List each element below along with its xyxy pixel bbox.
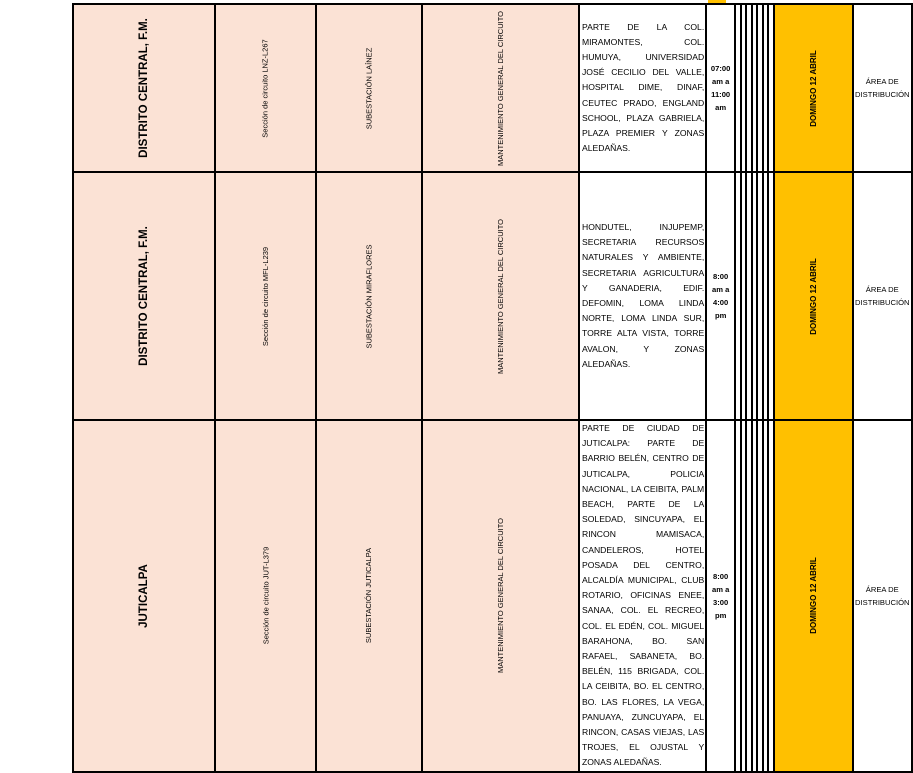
circuit-cell <box>215 172 316 420</box>
substation-cell <box>316 4 422 172</box>
region-cell <box>73 4 215 172</box>
circuit-cell <box>215 4 316 172</box>
region-cell <box>73 420 215 772</box>
work-label: MANTENIMIENTO GENERAL DEL CIRCUITO <box>495 518 505 674</box>
table-row <box>73 420 912 772</box>
reason-cell: ÁREA DE DISTRIBUCIÓN <box>853 4 913 172</box>
work-label: MANTENIMIENTO GENERAL DEL CIRCUITO <box>495 10 505 166</box>
affected-areas-cell: PARTE DE LA COL. MIRAMONTES, COL. HUMUYA, UNIVERSIDAD JOSÉ CECILIO DEL VALLE, HOSPITAL DIME, DINAF, CEUTEC PRADO, ENGLAND SCHOOL, PLAZA GABRIELA, PLAZA PREMIER Y ZONAS ALEDAÑAS. <box>579 4 706 172</box>
day-cell <box>774 4 853 172</box>
hours-cell: 07:00 am a 11:00 am <box>706 4 735 172</box>
reason-cell: ÁREA DE DISTRIBUCIÓN <box>853 420 913 772</box>
table-row <box>73 4 912 172</box>
circuit-label: Sección de circuito LNZ-L267 <box>260 38 270 138</box>
hours-cell: 8:00 am a 4:00 pm <box>706 172 735 420</box>
work-cell <box>422 4 579 172</box>
circuit-label: Sección de circuito MFL-L239 <box>260 246 270 346</box>
substation-cell <box>316 420 422 772</box>
region-label: DISTRITO CENTRAL, F.M. <box>137 18 150 158</box>
day-cell <box>774 172 853 420</box>
region-cell <box>73 172 215 420</box>
affected-areas-cell: PARTE DE CIUDAD DE JUTICALPA: PARTE DE BARRIO BELÉN, CENTRO DE JUTICALPA, POLICIA NACIONAL, LA CEIBITA, PALM BEACH, PARTE DE LA SOLEDAD, SINCUYAPA, EL RINCON MAMISACA, CANDELEROS, HOTEL POSADA DEL CENTRO, ALCALDÍA MUNICIPAL, CLUB ROTARIO, OFICINAS ENEE, SANAA, COL. EL RECREO, COL. EL EDÉN, COL. MIGUEL BARAHONA, BO. SAN RAFAEL, SABANETA, BO. BELÉN, 115 BRIGADA, COL. LA CEIBITA, BO. EL CENTRO, BO. LAS FLORES, LA VEGA, PANUAYA, ZUNCUYAPA, EL RINCON, CASAS VIEJAS, LAS TROJES, EL OJUSTAL Y ZONAS ALEDAÑAS. <box>579 420 706 772</box>
hours-cell: 8:00 am a 3:00 pm <box>706 420 735 772</box>
substation-label: SUBESTACIÓN JUTICALPA <box>364 548 374 644</box>
day-label: DOMINGO 12 ABRIL <box>808 557 818 635</box>
region-label: JUTICALPA <box>137 563 150 628</box>
circuit-cell <box>215 420 316 772</box>
day-label: DOMINGO 12 ABRIL <box>808 257 818 335</box>
circuit-label: Sección de circuito JUT-L379 <box>260 547 270 645</box>
substation-label: SUBESTACIÓN LAÍNEZ <box>364 47 374 129</box>
affected-areas-cell: HONDUTEL, INJUPEMP, SECRETARIA RECURSOS NATURALES Y AMBIENTE, SECRETARIA AGRICULTURA Y GANADERIA, EDIF. DEFOMIN, LOMA LINDA NORTE, LOMA LINDA SUR, TORRE ALTA VISTA, TORRE AVALON, Y ZONAS ALEDAÑAS. <box>579 172 706 420</box>
day-label: DOMINGO 12 ABRIL <box>808 49 818 127</box>
substation-label: SUBESTACIÓN MIRAFLORES <box>364 243 374 349</box>
region-label: DISTRITO CENTRAL, F.M. <box>137 226 150 366</box>
outage-schedule-table <box>72 3 913 773</box>
substation-cell <box>316 172 422 420</box>
work-cell <box>422 172 579 420</box>
work-cell <box>422 420 579 772</box>
day-cell <box>774 420 853 772</box>
table-row <box>73 172 912 420</box>
reason-cell: ÁREA DE DISTRIBUCIÓN <box>853 172 913 420</box>
work-label: MANTENIMIENTO GENERAL DEL CIRCUITO <box>495 218 505 374</box>
